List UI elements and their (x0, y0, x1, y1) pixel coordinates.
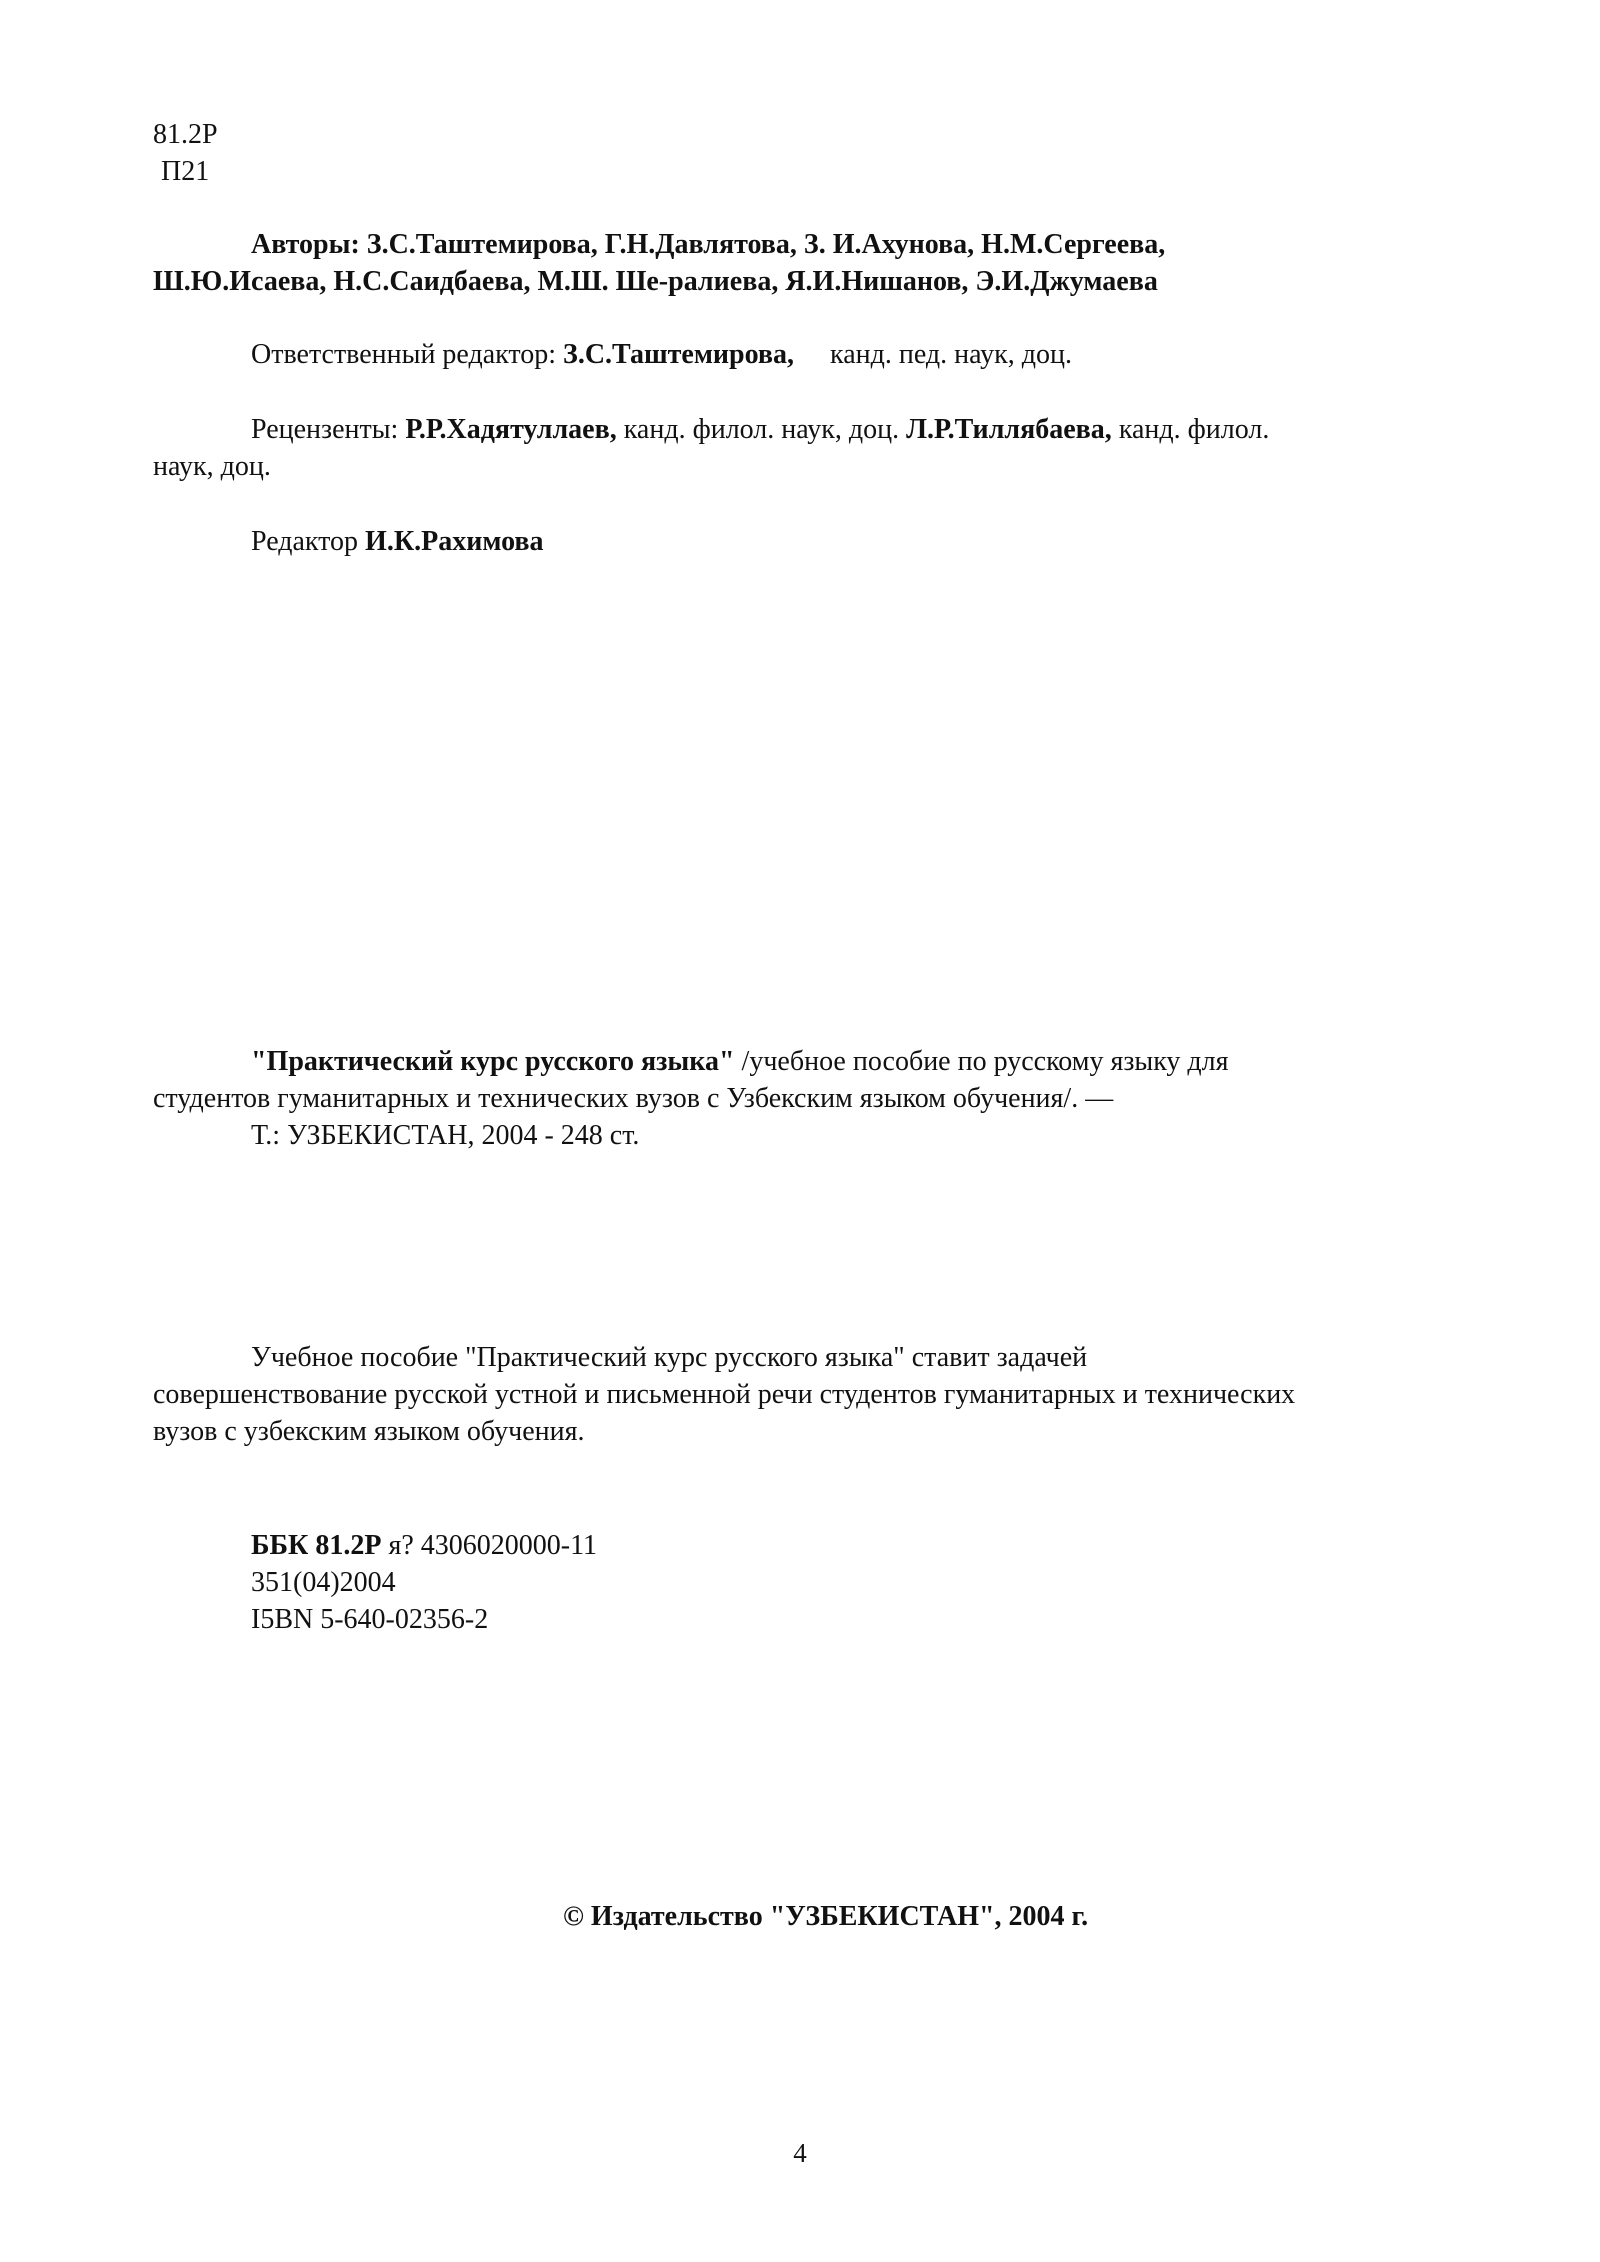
book-title: "Практический курс русского языка" (251, 1046, 735, 1077)
authors-names-1: З.С.Таштемирова, Г.Н.Давлятова, З. И.Ахунова, Н.М.Сергеева, (366, 229, 1166, 260)
bbk-index: я? 4306020000-11 (388, 1530, 598, 1561)
bibliographic-line-1 (251, 1043, 1229, 1080)
author-mark: П21 (161, 156, 210, 187)
bbk-label: ББК 81.2Р (251, 1530, 382, 1561)
reviewers-line-1 (251, 411, 1269, 448)
reviewers-line-2: наук, доц. (153, 451, 271, 482)
bbk-line-2: 351(04)2004 (251, 1567, 396, 1598)
authors-line-1 (251, 226, 1165, 263)
bibliographic-annotation-start: /учебное пособие по русскому языку для (741, 1046, 1229, 1077)
responsible-editor (251, 336, 1072, 373)
description-line-3: вузов с узбекским языком обучения. (153, 1416, 585, 1447)
reviewer-2-degree-start: канд. филол. (1118, 414, 1270, 445)
responsible-editor-name: З.С.Таштемирова, (563, 339, 795, 370)
reviewer-1-degree: канд. филол. наук, доц. (623, 414, 900, 445)
authors-label: Авторы: (251, 229, 360, 260)
bibliographic-line-2: студентов гуманитарных и технических вузов с Узбекским языком обучения/. — (153, 1083, 1114, 1114)
description-line-2: совершенствование русской устной и письменной речи студентов гуманитарных и технических (153, 1379, 1296, 1410)
reviewer-1-name: Р.Р.Хадятуллаев, (405, 414, 617, 445)
reviewer-2-name: Л.Р.Тиллябаева, (906, 414, 1112, 445)
editor-name: И.К.Рахимова (365, 526, 544, 557)
page-number: 4 (793, 2138, 807, 2168)
copyright: © Издательство "УЗБЕКИСТАН", 2004 г. (563, 1901, 1089, 1932)
responsible-editor-label: Ответственный редактор: (251, 339, 557, 370)
isbn: I5BN 5-640-02356-2 (251, 1604, 489, 1635)
bbk-line-1 (251, 1527, 597, 1564)
classification-code: 81.2Р (153, 119, 218, 150)
authors-line-2: Ш.Ю.Исаева, Н.С.Саидбаева, М.Ш. Ше-ралиева, Я.И.Нишанов, Э.И.Джумаева (153, 266, 1158, 297)
description-line-1: Учебное пособие "Практический курс русского языка" ставит задачей (251, 1342, 1088, 1373)
responsible-editor-degree: канд. пед. наук, доц. (830, 339, 1072, 370)
bibliographic-line-3: Т.: УЗБЕКИСТАН, 2004 - 248 ст. (251, 1120, 640, 1151)
editor-label: Редактор (251, 526, 359, 557)
reviewers-label: Рецензенты: (251, 414, 399, 445)
editor (251, 523, 544, 560)
